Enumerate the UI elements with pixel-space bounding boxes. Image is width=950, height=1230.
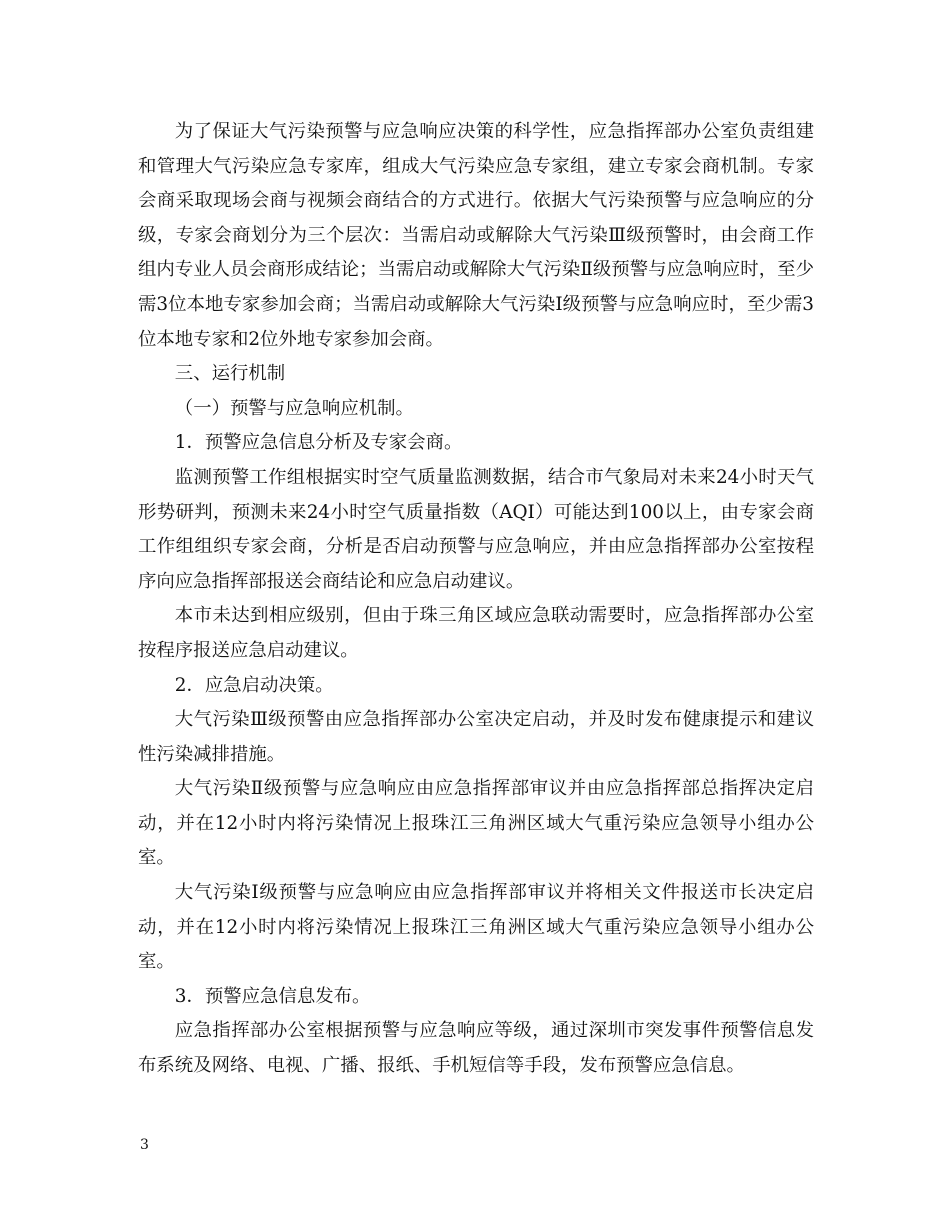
item-heading-release: 3．预警应急信息发布。: [174, 985, 371, 1007]
item-heading-decision: 2．应急启动决策。: [174, 674, 334, 696]
paragraph-level-3: 大气污染Ⅲ级预警由应急指挥部办公室决定启动，并及时发布健康提示和建议性污染减排措施。: [138, 709, 814, 765]
paragraph-expert-consultation: 为了保证大气污染预警与应急响应决策的科学性，应急指挥部办公室负责组建和管理大气污染应急专家库，组成大气污染应急专家组，建立专家会商机制。专家会商采取现场会商与视频会商结合的方式进行。依据大气污染预警与应急响应的分级，专家会商划分为三个层次：当需启动或解除大气污染Ⅲ级预警时，由会商工作组内专业人员会商形成结论；当需启动或解除大气污染Ⅱ级预警与应急响应时，至少需3位本地专家参加会商；当需启动或解除大气污染Ⅰ级预警与应急响应时，至少需3位本地专家和2位外地专家参加会商。: [138, 121, 814, 350]
paragraph-monitoring-forecast: 监测预警工作组根据实时空气质量监测数据，结合市气象局对未来24小时天气形势研判，预测未来24小时空气质量指数（AQI）可能达到100以上，由专家会商工作组组织专家会商，分析是否启动预警与应急响应，并由应急指挥部办公室按程序向应急指挥部报送会商结论和应急启动建议。: [138, 466, 814, 592]
item-heading-analysis: 1．预警应急信息分析及专家会商。: [174, 432, 463, 454]
page-number: 3: [140, 1137, 149, 1153]
paragraph-release-channels: 应急指挥部办公室根据预警与应急响应等级，通过深圳市突发事件预警信息发布系统及网络、电视、广播、报纸、手机短信等手段，发布预警应急信息。: [138, 1020, 814, 1077]
document-body: [138, 115, 814, 1084]
section-heading-operating-mechanism: 三、运行机制: [174, 363, 286, 385]
paragraph-regional-linkage: 本市未达到相应级别，但由于珠三角区域应急联动需要时，应急指挥部办公室按程序报送应急启动建议。: [138, 605, 814, 661]
paragraph-level-1: 大气污染Ⅰ级预警与应急响应由应急指挥部审议并将相关文件报送市长决定启动，并在12小时内将污染情况上报珠江三角洲区域大气重污染应急领导小组办公室。: [138, 882, 814, 973]
paragraph-level-2: 大气污染Ⅱ级预警与应急响应由应急指挥部审议并由应急指挥部总指挥决定启动，并在12小时内将污染情况上报珠江三角洲区域大气重污染应急领导小组办公室。: [138, 778, 814, 869]
subsection-heading-warning-response: （一）预警与应急响应机制。: [174, 397, 414, 419]
